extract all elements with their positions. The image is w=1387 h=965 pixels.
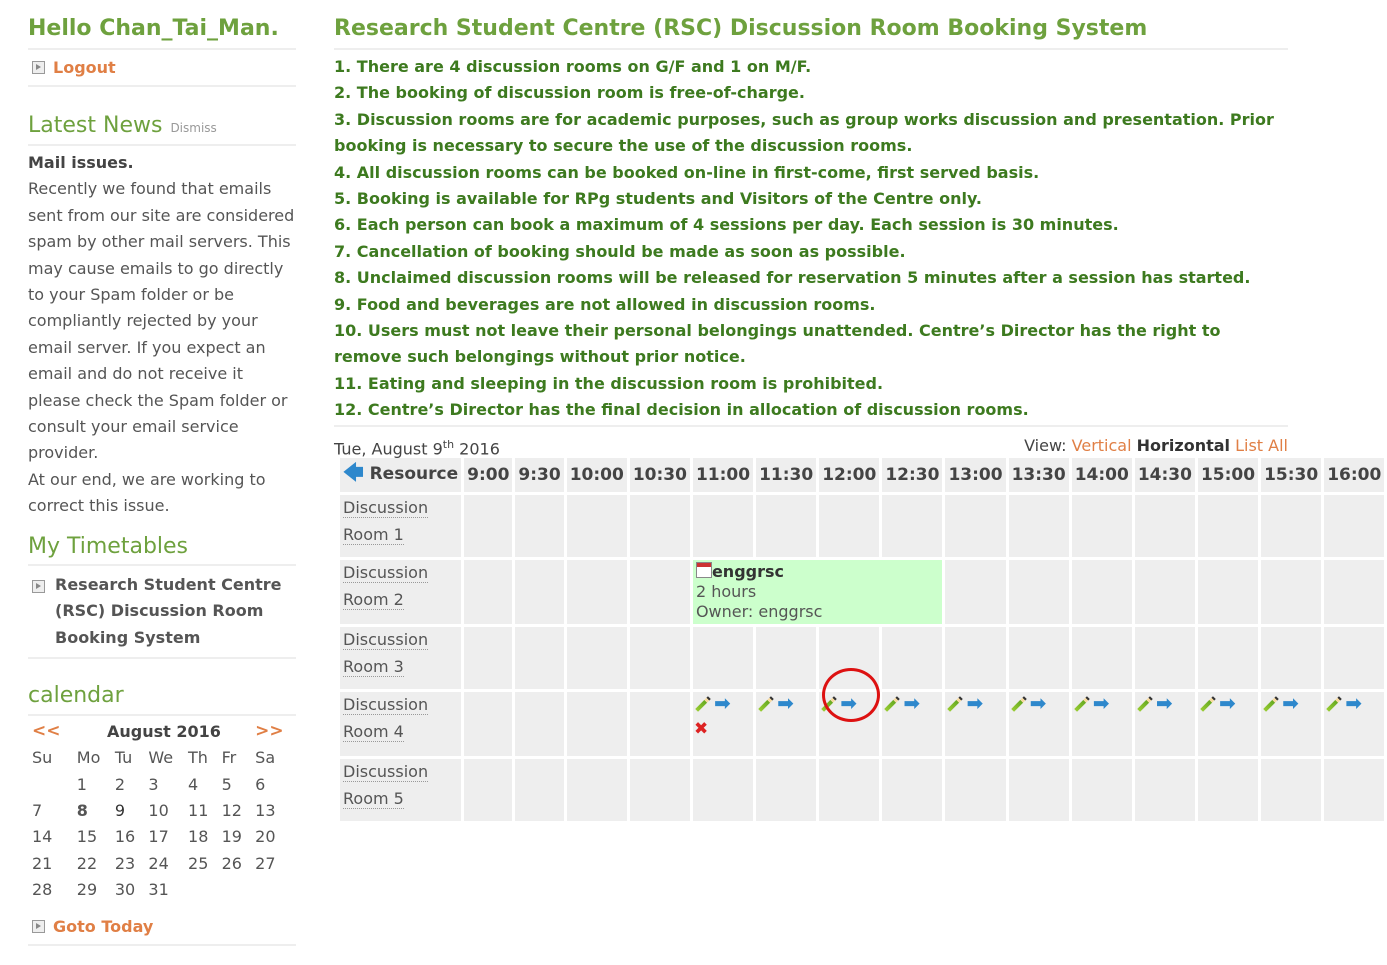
- time-slot-header: 11:30: [756, 458, 816, 492]
- page-title: Research Student Centre (RSC) Discussion Room Booking System: [334, 0, 1288, 50]
- time-slot-header: 15:30: [1261, 458, 1321, 492]
- calendar-day[interactable]: 4: [188, 774, 199, 794]
- timetable-link[interactable]: [28, 566, 296, 660]
- time-slot-header: 10:30: [630, 458, 690, 492]
- calendar-empty-cell: [251, 877, 296, 903]
- calendar-day[interactable]: 31: [148, 880, 169, 900]
- right-arrow-icon[interactable]: ➡: [1092, 691, 1110, 715]
- rule-item: 5. Booking is available for RPg students and Visitors of the Centre only.: [334, 189, 982, 209]
- time-slot-cell[interactable]: [882, 692, 942, 756]
- time-slot-cell[interactable]: [515, 627, 563, 689]
- room-name[interactable]: [340, 759, 461, 821]
- time-slot-cell[interactable]: [1072, 627, 1132, 689]
- weekday-label: Th: [188, 748, 208, 768]
- calendar-day[interactable]: 14: [32, 827, 53, 847]
- right-arrow-icon[interactable]: ➡: [777, 691, 794, 715]
- calendar-empty-cell: [218, 877, 252, 903]
- time-slot-cell[interactable]: [1324, 692, 1384, 756]
- weekday-label: Mo: [76, 748, 101, 768]
- calendar-icon: [696, 562, 712, 578]
- time-slot-cell[interactable]: [756, 759, 816, 821]
- time-slot-cell[interactable]: [1324, 495, 1384, 557]
- weekday-label: We: [148, 748, 174, 768]
- time-slot-header: 9:30: [515, 458, 563, 492]
- time-slot-header: 14:00: [1072, 458, 1132, 492]
- calendar-week: [28, 771, 296, 797]
- time-slot-cell[interactable]: [464, 495, 512, 557]
- time-slot-cell[interactable]: [819, 759, 879, 821]
- calendar-day[interactable]: 13: [255, 801, 276, 821]
- rule-item: 7. Cancellation of booking should be made as soon as possible.: [334, 241, 906, 261]
- calendar-day[interactable]: 1: [76, 774, 87, 794]
- calendar-day[interactable]: 6: [255, 774, 266, 794]
- booking-block[interactable]: [693, 560, 943, 624]
- calendar-empty-cell: [184, 877, 218, 903]
- time-slot-cell[interactable]: [1198, 759, 1258, 821]
- time-slot-cell[interactable]: [1009, 627, 1069, 689]
- right-arrow-icon[interactable]: ➡: [903, 691, 921, 715]
- resource-header-label: Resource: [369, 464, 459, 484]
- time-slot-header: 14:30: [1135, 458, 1195, 492]
- calendar-day[interactable]: 19: [221, 827, 242, 847]
- dismiss-link[interactable]: Dismiss: [170, 121, 217, 135]
- time-slot-cell[interactable]: [1324, 627, 1384, 689]
- calendar-day[interactable]: 8: [76, 801, 88, 821]
- time-slot-cell[interactable]: [693, 495, 753, 557]
- pencil-icon[interactable]: [1011, 696, 1027, 712]
- pencil-icon[interactable]: [1200, 696, 1216, 712]
- pencil-icon[interactable]: [885, 696, 901, 712]
- time-slot-cell[interactable]: [1135, 560, 1195, 624]
- time-slot-header: 12:00: [819, 458, 879, 492]
- time-slot-cell[interactable]: [882, 627, 942, 689]
- pencil-icon[interactable]: [1137, 696, 1153, 712]
- time-slot-cell[interactable]: [1324, 560, 1384, 624]
- time-slot-cell[interactable]: [1261, 560, 1321, 624]
- time-slot-header: 16:00: [1324, 458, 1384, 492]
- calendar-day[interactable]: 29: [76, 880, 98, 900]
- view-list-all-link[interactable]: List All: [1235, 435, 1288, 455]
- time-slot-cell[interactable]: [1198, 560, 1258, 624]
- time-slot-cell[interactable]: [1072, 759, 1132, 821]
- time-slot-cell[interactable]: [1198, 692, 1258, 756]
- rule-item: 8. Unclaimed discussion rooms will be released for reservation 5 minutes after a session has started.: [334, 268, 1251, 288]
- pencil-icon[interactable]: [1263, 696, 1279, 712]
- time-slot-cell[interactable]: [945, 692, 1005, 756]
- calendar-week: [28, 877, 296, 903]
- calendar-day[interactable]: 18: [188, 827, 209, 847]
- calendar-week: [28, 797, 296, 823]
- logout-link[interactable]: [32, 58, 292, 77]
- time-slot-cell[interactable]: [945, 560, 1005, 624]
- calendar-day[interactable]: 24: [148, 853, 169, 873]
- latest-news-title: Latest News: [28, 113, 163, 138]
- pencil-icon[interactable]: [695, 696, 711, 712]
- time-slot-cell[interactable]: [1009, 692, 1069, 756]
- time-slot-header: 15:00: [1198, 458, 1258, 492]
- calendar-day[interactable]: 3: [148, 774, 159, 794]
- my-timetables-header: My Timetables: [28, 534, 296, 566]
- time-slot-cell[interactable]: [630, 759, 690, 821]
- news-body: [28, 150, 296, 520]
- date-year: 2016: [454, 439, 500, 459]
- room-name[interactable]: [340, 495, 461, 557]
- bullet-icon: [32, 580, 45, 593]
- time-slot-cell[interactable]: [819, 692, 879, 756]
- right-arrow-icon[interactable]: ➡: [1282, 691, 1299, 715]
- time-slot-cell[interactable]: [1072, 692, 1132, 756]
- rule-item: 2. The booking of discussion room is free-of-charge.: [334, 83, 805, 103]
- calendar-day[interactable]: 11: [188, 801, 209, 821]
- time-slot-cell[interactable]: [567, 495, 627, 557]
- room-row: [340, 759, 1384, 821]
- time-slot-cell[interactable]: [1261, 495, 1321, 557]
- booking-duration: 2 hours: [695, 582, 757, 601]
- view-vertical-link[interactable]: Vertical: [1071, 435, 1132, 455]
- calendar-day[interactable]: 12: [221, 801, 242, 821]
- time-slot-cell[interactable]: [567, 627, 627, 689]
- pencil-icon[interactable]: [948, 696, 964, 712]
- time-slot-cell[interactable]: [882, 759, 942, 821]
- rule-item: 1. There are 4 discussion rooms on G/F and 1 on M/F.: [334, 57, 812, 76]
- pencil-icon[interactable]: [758, 696, 774, 712]
- news-title: Mail issues.: [28, 153, 134, 172]
- weekday-label: Sa: [255, 748, 276, 768]
- time-slot-cell[interactable]: [693, 692, 753, 756]
- greeting: Hello Chan_Tai_Man.: [28, 0, 296, 50]
- date-text: Tue, August 9: [334, 439, 443, 459]
- weekday-label: Su: [32, 748, 53, 768]
- booking-name: enggrsc: [711, 562, 784, 581]
- time-slot-cell[interactable]: [567, 692, 627, 756]
- time-slot-cell[interactable]: [1135, 495, 1195, 557]
- time-slot-cell[interactable]: [756, 627, 816, 689]
- view-switcher: [1024, 436, 1288, 455]
- time-slot-header: 13:30: [1009, 458, 1069, 492]
- right-arrow-icon[interactable]: ➡: [966, 691, 984, 715]
- news-paragraph: Recently we found that emails sent from our site are considered spam by other mail servers. This may cause emails to go directly to your Spam folder or be compliantly rejected by your email server. If you expect an email and do not receive it please check the Spam folder or consult your email service provider.: [28, 179, 295, 463]
- right-arrow-icon[interactable]: ➡: [1155, 691, 1173, 715]
- right-arrow-icon[interactable]: ➡: [840, 691, 857, 715]
- grid-header-row: [340, 458, 1384, 492]
- calendar-day[interactable]: 30: [114, 880, 136, 900]
- time-slot-header: 11:00: [693, 458, 753, 492]
- news-paragraph: At our end, we are working to correct this issue.: [28, 469, 266, 516]
- time-slot-cell[interactable]: [693, 759, 753, 821]
- pencil-icon[interactable]: [1074, 696, 1090, 712]
- calendar-day[interactable]: 5: [221, 774, 232, 794]
- room-name-label: Discussion Room 5: [343, 762, 429, 808]
- time-slot-header: 9:00: [464, 458, 512, 492]
- time-slot-cell[interactable]: [1009, 495, 1069, 557]
- logout-row: [28, 50, 296, 87]
- room-name-label: Discussion Room 2: [343, 563, 429, 609]
- time-slot-cell[interactable]: [1261, 759, 1321, 821]
- calendar-week: [28, 824, 296, 850]
- time-slot-cell[interactable]: [630, 692, 690, 756]
- time-slot-cell[interactable]: [1072, 560, 1132, 624]
- left-arrow-icon[interactable]: 🡄: [343, 460, 364, 484]
- calendar-day[interactable]: 22: [76, 853, 98, 873]
- booking-grid: [337, 455, 1387, 824]
- goto-today-row: [28, 909, 296, 946]
- time-slot-cell[interactable]: [945, 627, 1005, 689]
- time-slot-cell[interactable]: [1261, 627, 1321, 689]
- time-slot-cell[interactable]: [630, 495, 690, 557]
- bullet-icon: [32, 920, 45, 933]
- rule-item: 6. Each person can book a maximum of 4 sessions per day. Each session is 30 minutes.: [334, 215, 1119, 235]
- time-slot-header: 13:00: [945, 458, 1005, 492]
- room-row: [340, 495, 1384, 557]
- calendar-day[interactable]: 28: [32, 880, 53, 900]
- rule-item: 10. Users must not leave their personal belongings unattended. Centre’s Director has the right to remove such belongings without prior notice.: [334, 321, 1221, 367]
- time-slot-cell[interactable]: [756, 692, 816, 756]
- room-name-label: Discussion Room 4: [343, 695, 429, 741]
- time-slot-cell[interactable]: [1198, 627, 1258, 689]
- time-slot-cell[interactable]: [1198, 495, 1258, 557]
- time-slot-cell[interactable]: [693, 627, 753, 689]
- pencil-icon[interactable]: [1326, 696, 1342, 712]
- timetable-link-label: Research Student Centre (RSC) Discussion Room Booking System: [55, 574, 282, 647]
- goto-today-label: Goto Today: [53, 916, 154, 936]
- time-slot-cell[interactable]: [630, 560, 690, 624]
- calendar-week: [28, 850, 296, 876]
- time-slot-cell[interactable]: [515, 495, 563, 557]
- time-slot-cell[interactable]: [567, 560, 627, 624]
- goto-today-link[interactable]: [32, 917, 292, 936]
- calendar-day[interactable]: 15: [76, 827, 98, 847]
- weekday-label: Tu: [114, 748, 133, 768]
- time-slot-cell[interactable]: [515, 692, 563, 756]
- time-slot-cell[interactable]: [1135, 692, 1195, 756]
- right-arrow-icon[interactable]: ➡: [713, 691, 731, 715]
- room-row: [340, 692, 1384, 756]
- right-arrow-icon[interactable]: ➡: [1029, 691, 1047, 715]
- rule-item: 9. Food and beverages are not allowed in discussion rooms.: [334, 294, 876, 314]
- time-slot-cell[interactable]: [515, 759, 563, 821]
- rules-list: [334, 54, 1288, 424]
- time-slot-cell[interactable]: [945, 759, 1005, 821]
- logout-label: Logout: [53, 58, 116, 77]
- time-slot-cell[interactable]: [1261, 692, 1321, 756]
- room-row: [340, 560, 1384, 624]
- time-slot-cell[interactable]: [1072, 495, 1132, 557]
- time-slot-cell[interactable]: [464, 560, 512, 624]
- latest-news-header: [28, 113, 296, 146]
- calendar-header: calendar: [28, 683, 296, 716]
- red-x-icon[interactable]: ✖: [693, 719, 709, 739]
- time-slot-cell[interactable]: [1324, 759, 1384, 821]
- main-content: [334, 0, 1365, 459]
- time-slot-cell[interactable]: [464, 692, 512, 756]
- calendar-day[interactable]: 9: [114, 801, 126, 821]
- booking-owner: Owner: enggrsc: [695, 602, 823, 621]
- grid-body: [340, 495, 1384, 821]
- sidebar: [28, 0, 296, 946]
- room-name[interactable]: [340, 692, 461, 756]
- rule-item: 12. Centre’s Director has the final decision in allocation of discussion rooms.: [334, 400, 1029, 420]
- calendar-day[interactable]: 10: [148, 801, 169, 821]
- rule-item: 11. Eating and sleeping in the discussion room is prohibited.: [334, 373, 884, 393]
- room-name-label: Discussion Room 3: [343, 630, 429, 676]
- time-slot-cell[interactable]: [756, 495, 816, 557]
- calendar-day[interactable]: 7: [32, 801, 43, 821]
- view-bar: [334, 425, 1288, 459]
- room-name[interactable]: [340, 560, 461, 624]
- time-slot-header: 10:00: [567, 458, 627, 492]
- calendar-day[interactable]: 25: [188, 853, 209, 873]
- next-month-button[interactable]: >>: [255, 721, 284, 742]
- calendar-day[interactable]: 17: [148, 827, 169, 847]
- time-slot-cell[interactable]: [819, 627, 879, 689]
- weekday-row: [28, 745, 296, 771]
- calendar-days: [28, 771, 296, 903]
- calendar-month: August 2016: [107, 721, 221, 741]
- right-arrow-icon[interactable]: ➡: [1218, 691, 1236, 715]
- time-slot-cell[interactable]: [630, 627, 690, 689]
- room-name-label: Discussion Room 1: [343, 498, 429, 544]
- weekday-label: Fr: [221, 748, 237, 768]
- view-label: View:: [1024, 435, 1067, 455]
- time-slot-cell[interactable]: [464, 627, 512, 689]
- date-suffix: th: [442, 437, 455, 451]
- time-slot-cell[interactable]: [515, 560, 563, 624]
- pencil-icon[interactable]: [821, 696, 837, 712]
- room-name[interactable]: [340, 627, 461, 689]
- time-slot-cell[interactable]: [819, 495, 879, 557]
- calendar-day[interactable]: 27: [255, 853, 276, 873]
- calendar-day[interactable]: 26: [221, 853, 242, 873]
- time-slot-header: 12:30: [882, 458, 942, 492]
- rule-item: 4. All discussion rooms can be booked on-line in first-come, first served basis.: [334, 162, 1040, 182]
- room-row: [340, 627, 1384, 689]
- calendar-day[interactable]: 23: [114, 853, 136, 873]
- time-slot-cell[interactable]: [1135, 759, 1195, 821]
- bullet-icon: [32, 61, 45, 74]
- right-arrow-icon[interactable]: ➡: [1345, 691, 1362, 715]
- prev-month-button[interactable]: <<: [32, 721, 61, 742]
- calendar-day[interactable]: 16: [114, 827, 136, 847]
- view-horizontal-current: Horizontal: [1136, 435, 1231, 455]
- resource-header: [340, 458, 461, 492]
- time-slot-cell[interactable]: [464, 759, 512, 821]
- time-slot-cell[interactable]: [945, 495, 1005, 557]
- time-slot-cell[interactable]: [882, 495, 942, 557]
- time-slot-cell[interactable]: [567, 759, 627, 821]
- mini-calendar: [28, 718, 296, 903]
- calendar-empty-cell: [28, 771, 73, 797]
- calendar-day[interactable]: 2: [114, 774, 126, 794]
- time-slot-cell[interactable]: [1009, 759, 1069, 821]
- time-slot-cell[interactable]: [1009, 560, 1069, 624]
- calendar-day[interactable]: 21: [32, 853, 53, 873]
- calendar-day[interactable]: 20: [255, 827, 276, 847]
- time-slot-cell[interactable]: [1135, 627, 1195, 689]
- rule-item: 3. Discussion rooms are for academic purposes, such as group works discussion and presentation. Prior booking is necessary to secure the use of the discussion rooms.: [334, 109, 1274, 156]
